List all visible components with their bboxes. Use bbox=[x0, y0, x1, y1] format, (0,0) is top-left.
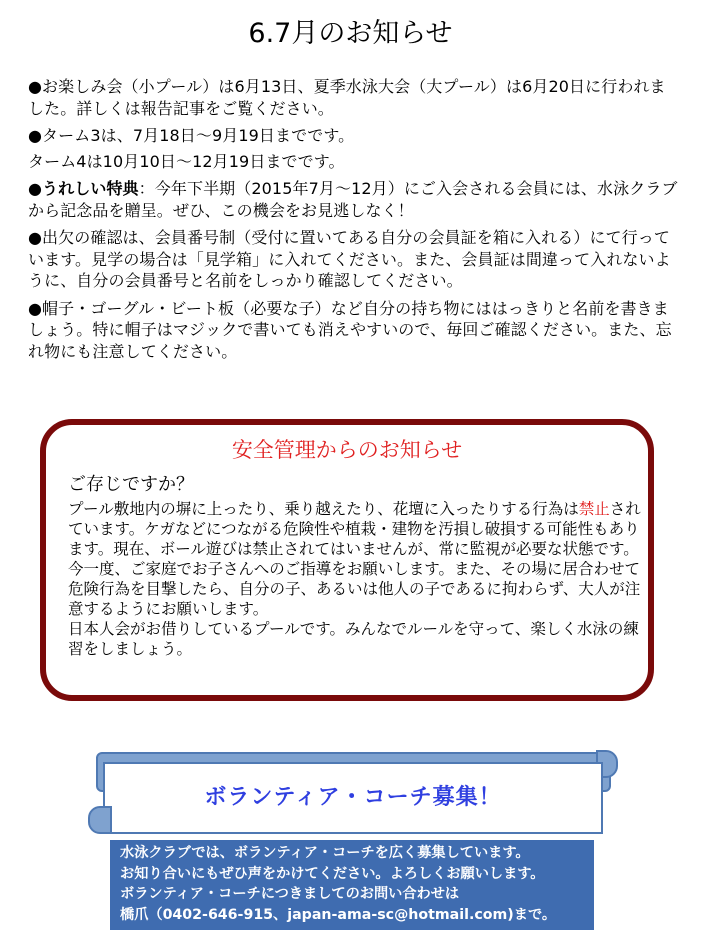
volunteer-line: 水泳クラブでは、ボランティア・コーチを広く募集しています。 bbox=[120, 845, 530, 861]
safety-paragraph-rules bbox=[68, 499, 642, 559]
volunteer-banner bbox=[103, 762, 603, 834]
banner-scroll-curl-left bbox=[88, 806, 112, 834]
safety-text: プール敷地内の塀に上ったり、乗り越えたり、花壇に入ったりする行為は bbox=[68, 500, 579, 518]
notice-special-offer bbox=[28, 178, 678, 221]
special-offer-text: ：今年下半期（2015年7月～12月）にご入会される会員には、水泳クラブから記念品を贈呈。ぜひ、この機会をお見逃しなく！ bbox=[28, 179, 678, 220]
volunteer-line: お知り合いにもぜひ声をかけてください。よろしくお願いします。 bbox=[120, 865, 545, 882]
notices-section bbox=[28, 76, 678, 368]
safety-text: されています。ケガなどにつながる危険性や植栽・建物を汚損し破損する可能性もあります。現在、ボール遊びは禁止されてはいませんが、常に監視が必要な状態です。 bbox=[68, 500, 641, 558]
safety-notice-box bbox=[40, 419, 654, 701]
volunteer-info-box bbox=[110, 840, 594, 930]
safety-title: 安全管理からのお知らせ bbox=[231, 438, 463, 462]
safety-paragraph-guidance: 今一度、ご家庭でお子さんへのご指導をお願いします。また、その場に居合わせて危険行為を目撃したら、自分の子、あるいは他人の子であるに拘わらず、大人が注意するようにお願いします。 bbox=[68, 560, 641, 618]
prohibited-word: 禁止 bbox=[578, 500, 610, 518]
volunteer-line: ボランティア・コーチにつきましてのお問い合わせは bbox=[120, 886, 460, 902]
notice-term3: ●ターム3は、7月18日～9月19日までです。 bbox=[28, 126, 355, 145]
notice-attendance: ●出欠の確認は、会員番号制（受付に置いてある自分の会員証を箱に入れる）にて行っています。見学の場合は「見学箱」に入れてください。また、会員証は間違って入れないように、自分の会員番号と名前をしっかり確認してください。 bbox=[28, 228, 671, 290]
special-offer-label: ●うれしい特典 bbox=[28, 179, 139, 198]
notice-belongings: ●帽子・ゴーグル・ビート板（必要な子）など自分の持ち物にははっきりと名前を書きましょう。特に帽子はマジックで書いても消えやすいので、毎回ご確認ください。また、忘れ物にも注意してください。 bbox=[28, 298, 672, 361]
volunteer-title: ボランティア・コーチ募集！ bbox=[204, 785, 502, 810]
safety-heading: ご存じですか？ bbox=[68, 474, 194, 495]
safety-paragraph-closing: 日本人会がお借りしているプールです。みんなでルールを守って、楽しく水泳の練習をしましょう。 bbox=[68, 620, 639, 658]
page-title: 6.7月のお知らせ bbox=[248, 18, 453, 49]
volunteer-contact: 橋爪（0402-646-915、japan-ama-sc@hotmail.com)まで。 bbox=[120, 906, 557, 923]
notice-events: ●お楽しみ会（小プール）は6月13日、夏季水泳大会（大プール）は6月20日に行われました。詳しくは報告記事をご覧ください。 bbox=[28, 77, 666, 118]
notice-term4: ターム4は10月10日～12月19日までです。 bbox=[28, 151, 345, 171]
safety-body bbox=[68, 473, 642, 659]
